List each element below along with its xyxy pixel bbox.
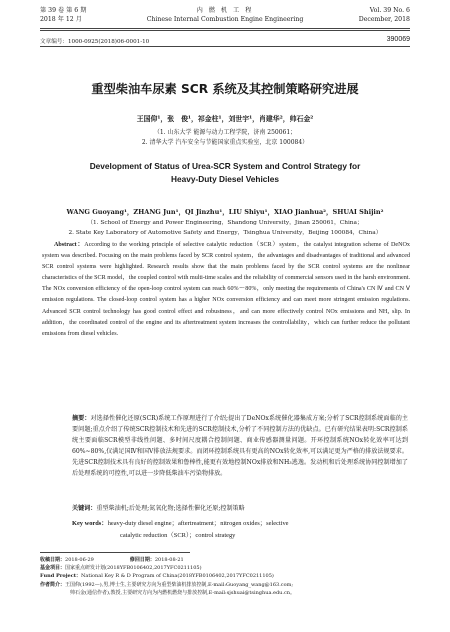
affiliation-en-1: （1. School of Energy and Power Engineering，Shandong University，Jinan 250061，China；	[87, 220, 363, 226]
article-number-value: 1000-0925(2018)06-0001-10	[67, 39, 150, 45]
footnote-fund-cn	[40, 564, 412, 572]
fund-cn-label: 基金项目：	[40, 565, 66, 572]
date-line-en: December, 2018	[358, 15, 410, 23]
authors-cn: 王国仰¹，张 俊¹，祁金柱¹，刘世宇¹，肖建华²，帅石金²	[136, 115, 314, 123]
author-line-2: 帅石金(通信作者),教授,主要研究方向为内燃机燃烧与排放控制,E-mail:sjshuai@tsinghua.edu.cn。	[70, 589, 296, 596]
journal-name-en: Chinese Internal Combustion Engine Engineering	[146, 15, 304, 23]
abstract-en-label: Abstract：	[54, 242, 85, 248]
volume-line-en: Vol. 39 No. 6	[369, 7, 410, 14]
revised-label: 修回日期：	[129, 557, 155, 563]
author-label: 作者简介：	[40, 581, 66, 588]
title-en-line-2: Heavy-Duty Diesel Vehicles	[171, 173, 279, 184]
affiliation-en-2: 2. State Key Laboratory of Automotive Safety and Energy，Tsinghua University，Beijing 100084，China）	[68, 229, 382, 236]
footnote-fund-en	[40, 572, 412, 580]
title-en-line-1: Development of Status of Urea-SCR System and Control Strategy for	[89, 161, 361, 171]
article-number-label: 文章编号：	[40, 39, 68, 45]
authors-en: WANG Guoyang¹，ZHANG Jun¹，QI Jinzhu¹，LIU Shiyu¹，XIAO Jianhua²，SHUAI Shijin²	[66, 208, 384, 216]
abstract-cn-text: 对选择性催化还原(SCR)系统工作原理进行了介绍;提出了DeNOx系统催化器集成方案;分析了SCR控制系统面临的主要问题;重点介绍了传统SCR控制技术和先进的SCR控制技术,分析了不同控制方法的优缺点。已有研究结果表明:SCR控制系统主要面临SCR模型非线性问题、多时间尺度耦合控制问题、商业传感器测量问题。开环控制系统NOx转化效率可达到60%~80%,仅满足国Ⅳ和国Ⅴ排放法规要求。而闭环控制系统具有更高的NOx转化效率,可以满足更为严格的排放法规要求。先进SCR控制技术具有良好的控制效果和鲁棒性,能更有效地控制NOx排放和NH₃逃逸。发动机和后处理系统协同控制增加了后处理系统的可控性,可以进一步降低柴油车污染物排放。	[72, 415, 408, 478]
running-header	[40, 7, 410, 29]
volume-issue-en	[359, 7, 410, 24]
header-rule-thick	[40, 28, 410, 29]
fund-cn-text: 国家重点研发计划(2018YFB0106402,2017YFC0211105)	[65, 565, 202, 572]
abstract-cn	[72, 413, 408, 480]
affiliation-cn-1: （1. 山东大学 能源与动力工程学院，济南 250061；	[153, 129, 297, 136]
footnote-author	[40, 581, 412, 589]
fund-en-label: Fund Project：	[40, 573, 82, 580]
date-line-cn: 2018 年 12 月	[40, 15, 82, 23]
fund-en-text: National Key R & D Program of China(2018YFB0106402,2017YFC0211105)	[81, 573, 274, 580]
article-code: 390069	[386, 36, 410, 43]
affiliation-cn-2: 2. 清华大学 汽车安全与节能国家重点实验室，北京 100084）	[141, 138, 309, 146]
title-en	[0, 160, 450, 186]
keywords-en-label: Key words：	[72, 520, 108, 527]
abstract-en	[42, 240, 410, 340]
article-number-rule	[40, 46, 410, 47]
affiliations-cn	[0, 128, 450, 147]
keywords-en-line-1: heavy-duty diesel engine；aftertreatment；nitrogen oxides；selective	[107, 520, 289, 527]
abstract-cn-label: 摘要：	[72, 415, 91, 422]
keywords-en-line-2: catalytic reduction（SCR）；control strategy	[120, 531, 236, 539]
revised-date: 2018-08-21	[154, 557, 184, 563]
keywords-en	[72, 518, 408, 541]
article-number	[40, 37, 149, 45]
title-cn: 重型柴油车尿素 SCR 系统及其控制策略研究进展	[91, 82, 359, 96]
keywords-cn	[72, 503, 408, 514]
affiliations-en	[0, 219, 450, 238]
header-rule-thin	[40, 30, 410, 31]
footnote-rule	[40, 552, 190, 553]
volume-line-cn: 第 39 卷 第 6 期	[40, 7, 87, 14]
journal-name	[40, 7, 410, 24]
abstract-en-text: According to the working principle of selective catalytic reduction（SCR）system，the catalyst integration scheme of DeNOx system was described. Focusing on the main problems faced by SCR control system，the advantages and disadvantages of traditional and advanced SCR control systems were highlighted. Research results show that the main problems faced by the SCR control systems are the nonlinear characteristics of the SCR model，the coupled control with multi-time scales and the reliability of commercial sensors used in the harsh environment. The NOx conversion efficiency of the open-loop control system can reach 60%～80%，only meeting the requirements of China's CN Ⅳ and CN Ⅴ emission regulations. The closed-loop control system has a higher NOx conversion efficiency and can meet more stringent emission regulations. Advanced SCR control technology has good control effect and robustness，and can more effectively control NOx emissions and NH₃ slip. In addition，the coordinated control of the engine and its aftertreatment system increases the controllability，which can further reduce the pollutant emissions from diesel vehicles.	[42, 242, 410, 337]
received-label: 收稿日期：	[40, 557, 66, 563]
footnote-dates	[40, 556, 412, 564]
keywords-cn-label: 关键词：	[72, 505, 97, 512]
received-date: 2018-06-29	[65, 557, 94, 563]
journal-name-cn: 内 燃 机 工 程	[196, 7, 254, 14]
footnotes	[40, 556, 412, 597]
keywords-cn-text: 重型柴油机;后处理;氮氧化物;选择性催化还原;控制策略	[96, 505, 245, 512]
author-line-1: 王国仰(1992—),男,博士生,主要研究方向为重型柴油机排放控制,E-mail:Guoyang_wang@163.com;	[65, 581, 294, 588]
